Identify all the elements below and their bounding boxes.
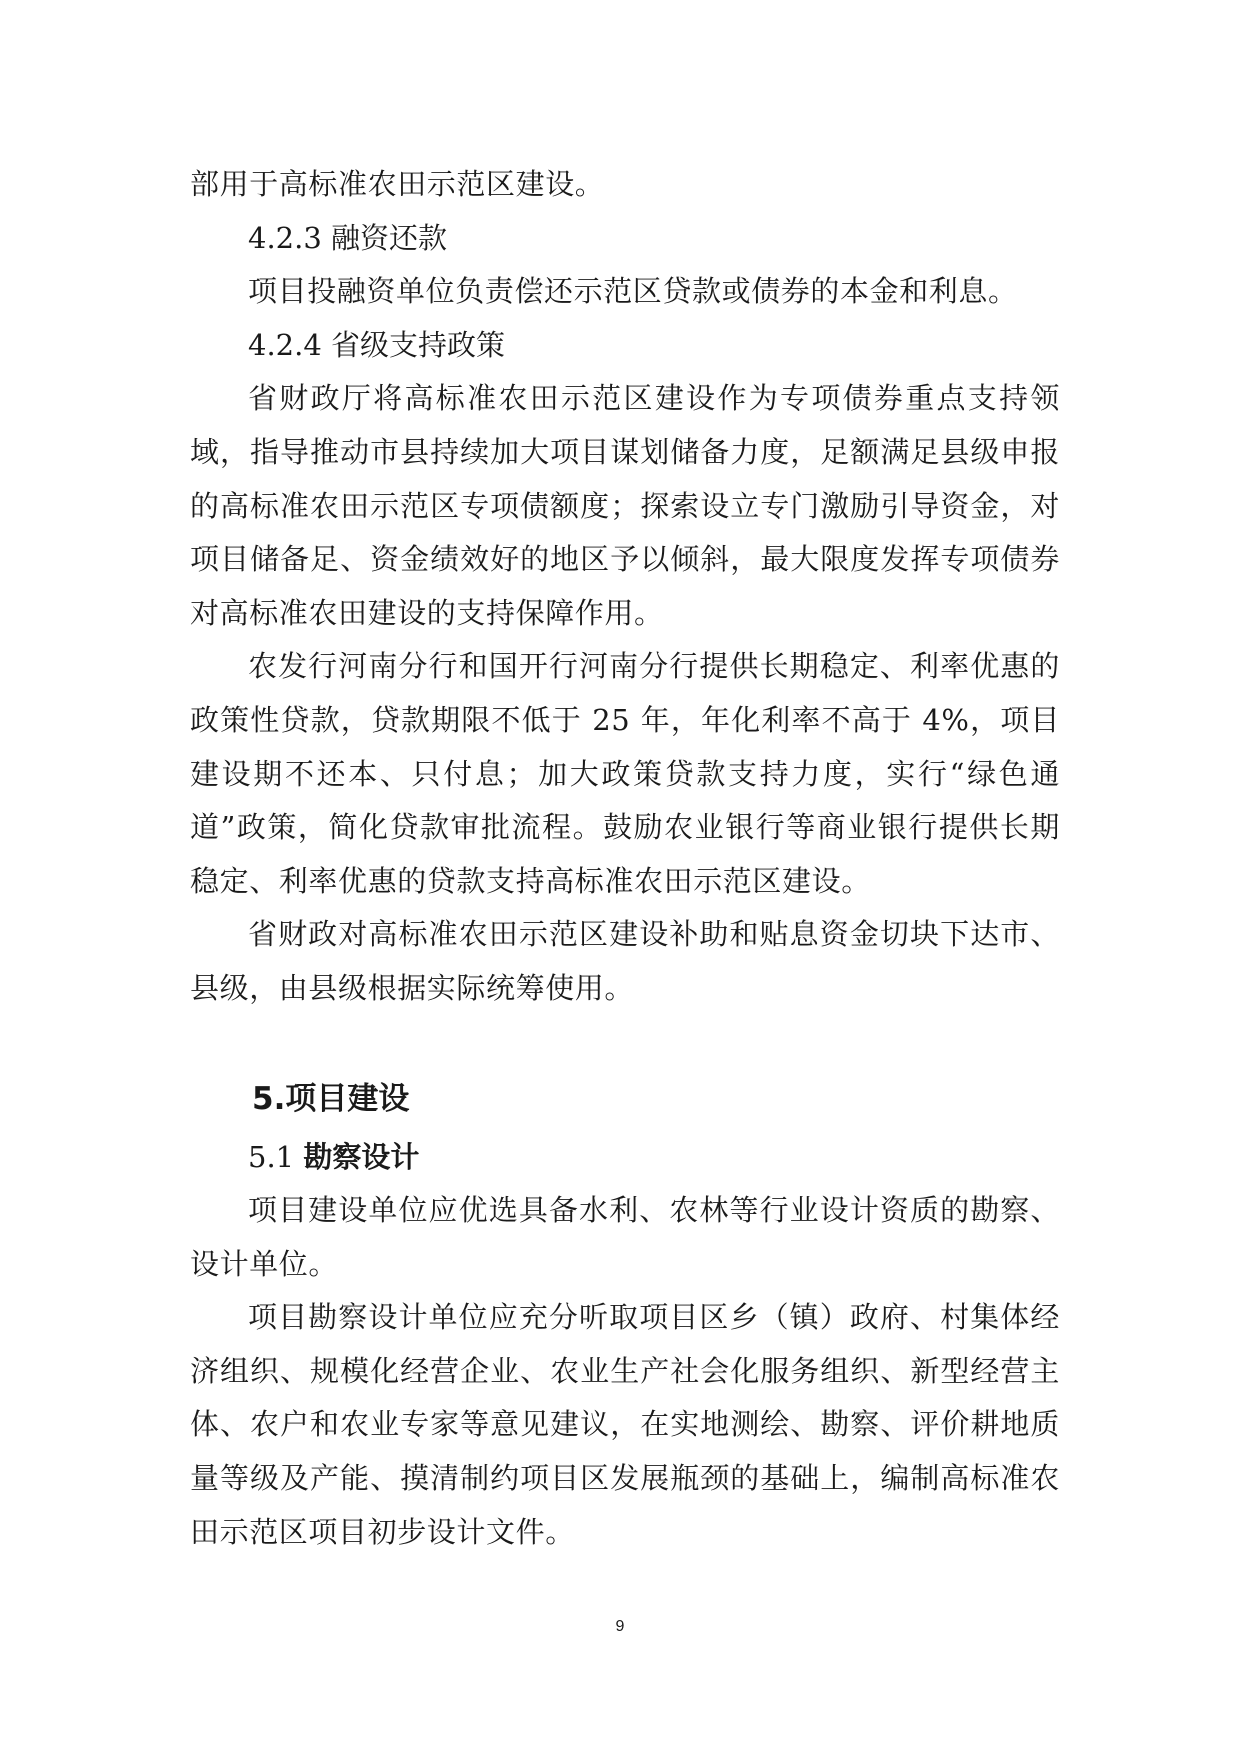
heading-5-1-title: 勘察设计: [303, 1139, 420, 1174]
paragraph-provincial-subsidy: 省财政对高标准农田示范区建设补助和贴息资金切块下达市、县级，由县级根据实际统筹使用。: [190, 917, 1060, 1005]
heading-4-2-3: 4.2.3 融资还款: [248, 220, 448, 255]
heading-5-1-number: 5.1: [248, 1139, 304, 1174]
page-content: [190, 158, 1060, 1559]
paragraph-design-process: 项目勘察设计单位应充分听取项目区乡（镇）政府、村集体经济组织、规模化经营企业、农业生产社会化服务组织、新型经营主体、农户和农业专家等意见建议，在实地测绘、勘察、评价耕地质量等级及产能、摸清制约项目区发展瓶颈的基础上，编制高标准农田示范区项目初步设计文件。: [190, 1300, 1060, 1549]
heading-5-1: [190, 1131, 1060, 1185]
heading-4-2-4: 4.2.4 省级支持政策: [248, 327, 506, 362]
paragraph-finance-dept: 省财政厅将高标准农田示范区建设作为专项债券重点支持领域，指导推动市县持续加大项目谋划储备力度，足额满足县级申报的高标准农田示范区专项债额度；探索设立专门激励引导资金，对项目储备足、资金绩效好的地区予以倾斜，最大限度发挥专项债券对高标准农田建设的支持保障作用。: [190, 381, 1060, 630]
paragraph-continuation: 部用于高标准农田示范区建设。: [190, 167, 605, 201]
paragraph-design-unit: 项目建设单位应优选具备水利、农林等行业设计资质的勘察、设计单位。: [190, 1193, 1060, 1281]
section-5-title: 5.项目建设: [252, 1080, 410, 1117]
page-number: 9: [615, 1618, 625, 1635]
paragraph-repayment: 项目投融资单位负责偿还示范区贷款或债券的本金和利息。: [248, 274, 1018, 309]
paragraph-policy-loans: 农发行河南分行和国开行河南分行提供长期稳定、利率优惠的政策性贷款，贷款期限不低于 25 年，年化利率不高于 4%，项目建设期不还本、只付息；加大政策贷款支持力度，实行“绿色通道”政策，简化贷款审批流程。鼓励农业银行等商业银行提供长期稳定、利率优惠的贷款支持高标准农田示范区建设。: [190, 649, 1060, 898]
